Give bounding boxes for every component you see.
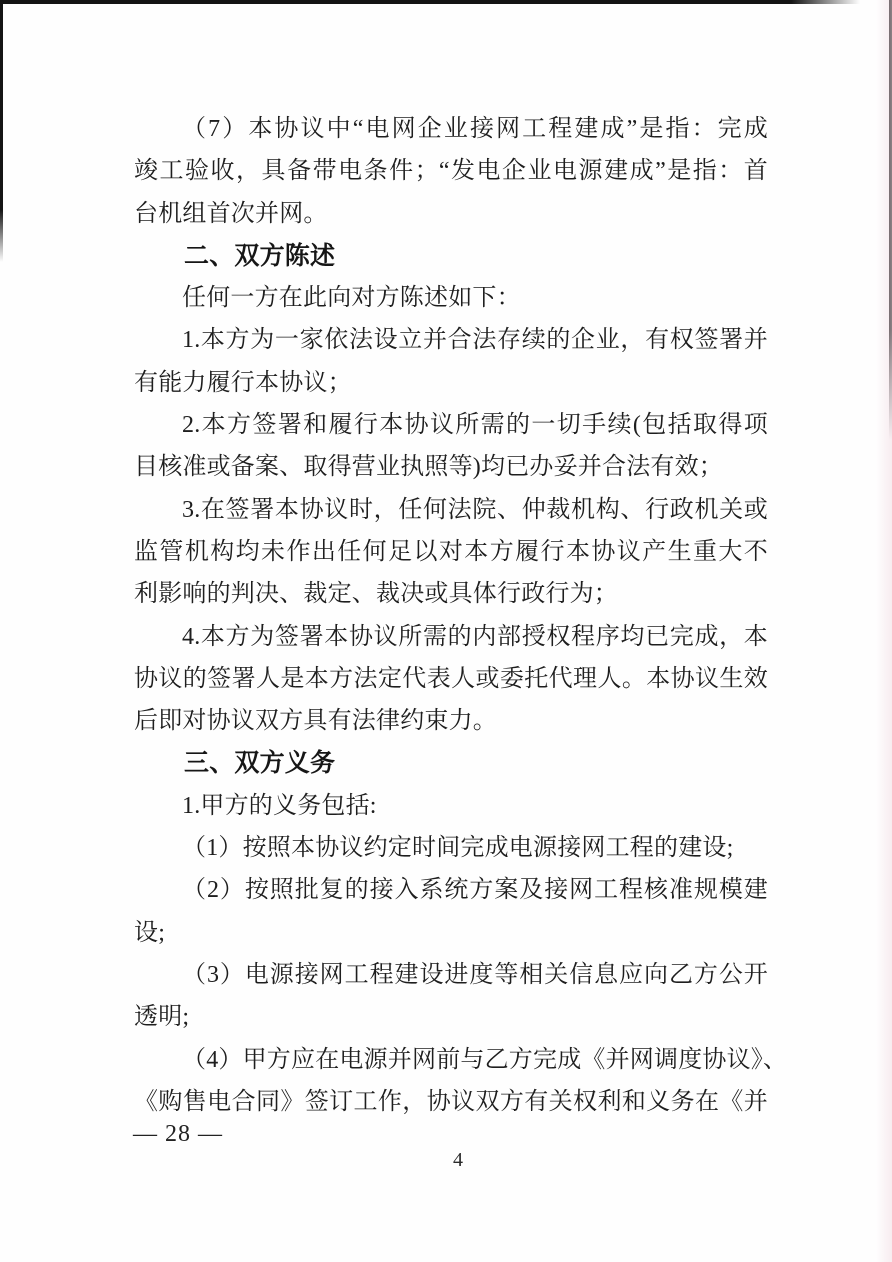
paragraph xyxy=(134,827,768,869)
book-page-number: — 28 — xyxy=(133,1121,223,1147)
paragraph xyxy=(134,319,768,404)
paragraph xyxy=(134,785,768,827)
paragraph xyxy=(134,108,768,235)
paragraph xyxy=(134,489,768,616)
paragraph xyxy=(134,954,768,1039)
text-line: 三、双方义务 xyxy=(184,749,336,778)
scan-edge-top xyxy=(0,0,860,4)
text-line: （1）按照本协议约定时间完成电源接网工程的建设; xyxy=(182,835,734,862)
text-line: （4）甲方应在电源并网前与乙方完成《并网调度协议》、 xyxy=(182,1046,788,1073)
paragraph xyxy=(134,404,768,489)
text-line: （2）按照批复的接入系统方案及接网工程核准规模建 xyxy=(182,877,768,904)
text-line: 有能力履行本协议； xyxy=(134,369,352,396)
text-line: 二、双方陈述 xyxy=(184,241,336,270)
document-text xyxy=(134,108,788,1123)
text-line: 3.在签署本协议时，任何法院、仲裁机构、行政机关或 xyxy=(182,496,768,523)
paragraph xyxy=(134,1039,788,1124)
scan-edge-left xyxy=(0,0,3,262)
text-line: 协议的签署人是本方法定代表人或委托代理人。本协议生效 xyxy=(134,665,768,692)
doc-page-number: 4 xyxy=(453,1149,463,1171)
text-line: （3）电源接网工程建设进度等相关信息应向乙方公开 xyxy=(182,961,768,988)
text-line: 台机组首次并网。 xyxy=(134,200,328,227)
paragraph xyxy=(134,277,768,319)
section-heading xyxy=(134,742,768,784)
text-line: 任何一方在此向对方陈述如下： xyxy=(182,285,521,312)
text-line: 设; xyxy=(134,919,166,946)
text-line: 2.本方签署和履行本协议所需的一切手续(包括取得项 xyxy=(182,412,768,439)
paragraph xyxy=(134,616,768,743)
text-line: 后即对协议双方具有法律约束力。 xyxy=(134,708,497,735)
text-line: 1.本方为一家依法设立并合法存续的企业，有权签署并 xyxy=(182,327,768,354)
text-line: 监管机构均未作出任何足以对本方履行本协议产生重大不 xyxy=(134,538,768,565)
text-line: 利影响的判决、裁定、裁决或具体行政行为； xyxy=(134,581,618,608)
paragraph xyxy=(134,869,768,954)
text-line: 目核准或备案、取得营业执照等)均已办妥并合法有效； xyxy=(134,454,723,481)
text-line: 透明; xyxy=(134,1004,190,1031)
section-heading xyxy=(134,235,768,277)
text-line: 竣工验收，具备带电条件；“发电企业电源建成”是指：首 xyxy=(134,158,768,185)
text-line: 《购售电合同》签订工作，协议双方有关权利和义务在《并 xyxy=(134,1088,768,1115)
text-line: （7）本协议中“电网企业接网工程建成”是指：完成 xyxy=(182,116,768,142)
text-line: 4.本方为签署本协议所需的内部授权程序均已完成，本 xyxy=(182,623,768,650)
text-line: 1.甲方的义务包括: xyxy=(182,792,377,819)
